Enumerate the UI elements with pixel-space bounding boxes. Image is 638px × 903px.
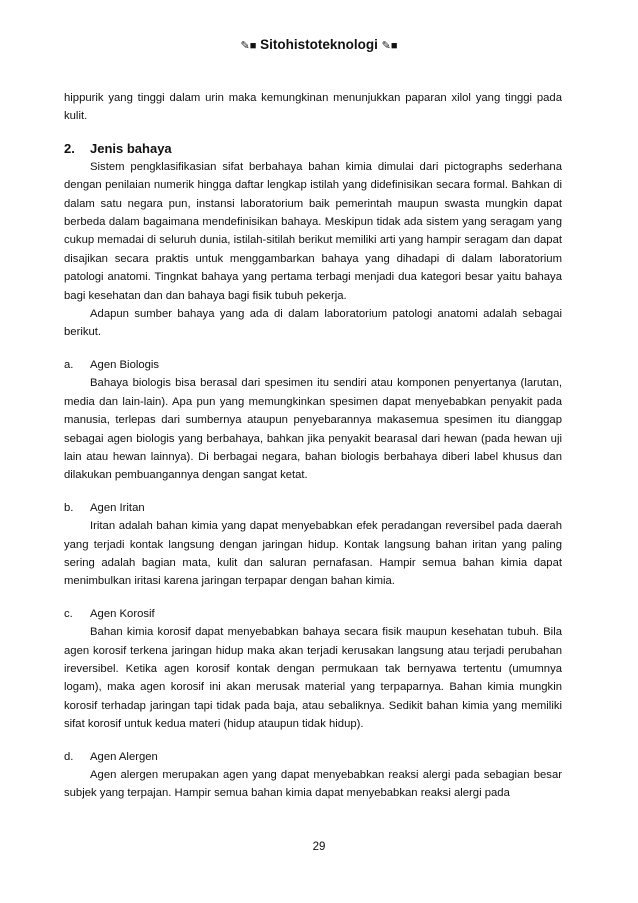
intro-paragraph: hippurik yang tinggi dalam urin maka kemungkinan menunjukkan paparan xilol yang tinggi pada kulit.: [64, 92, 562, 123]
item-title: Agen Korosif: [90, 607, 155, 620]
item-paragraph: Iritan adalah bahan kimia yang dapat menyebabkan efek peradangan reversibel pada daerah yang terjadi kontak langsung dengan jaringan hidup. Kontak langsung bahan iritan yang paling sering adalah bagian mata, kulit dan saluran pernafasan. Hampir semua bahan kimia dapat menimbulkan iritasi karena jaringan terpapar dengan bahan kimia.: [64, 520, 562, 588]
section-heading: [64, 140, 562, 158]
header-title: Sitohistoteknologi: [260, 37, 378, 52]
page-body: [64, 89, 562, 803]
section-number: 2.: [64, 140, 75, 156]
item-letter: c.: [64, 607, 73, 620]
running-header: [0, 37, 638, 52]
item-title: Agen Alergen: [90, 750, 158, 763]
item-heading: [64, 356, 562, 374]
item-paragraph: Agen alergen merupakan agen yang dapat menyebabkan reaksi alergi pada sebagian besar subjek yang terpajan. Hampir semua bahan kimia dapat menyebabkan reaksi alergi pada: [64, 769, 562, 800]
item-paragraph: Bahan kimia korosif dapat menyebabkan bahaya secara fisik maupun kesehatan tubuh. Bila agen korosif terkena jaringan hidup maka akan terjadi kerusakan langsung atau terjadi perubahan ireversibel. Ketika agen korosif kontak dengan permukaan tak bernyawa tertentu (umumnya logam), maka agen korosif ini akan merusak material yang terpaparnya. Bahan kimia mungkin korosif terhadap jaringan tapi tidak pada baja, atau sebaliknya. Sedikit bahan kimia yang memiliki sifat korosif untuk kedua materi (hidup ataupun tidak hidup).: [64, 626, 562, 731]
item-letter: d.: [64, 750, 74, 763]
pencil-square-icon: ✎■: [381, 40, 398, 52]
item-heading: [64, 748, 562, 766]
item-letter: a.: [64, 358, 74, 371]
item-title: Agen Biologis: [90, 358, 160, 371]
section-paragraph: Adapun sumber bahaya yang ada di dalam laboratorium patologi anatomi adalah sebagai berikut.: [64, 308, 562, 339]
pencil-square-icon: ✎■: [240, 40, 257, 52]
item-heading: [64, 499, 562, 517]
item-heading: [64, 605, 562, 623]
section-paragraph: Sistem pengklasifikasian sifat berbahaya bahan kimia dimulai dari pictographs sederhana dengan penilaian numerik hingga daftar lengkap istilah yang didefinisikan secara formal. Bahkan di dalam satu negara pun, instansi laboratorium baik pemerintah maupun swasta mungkin dapat berbeda dalam bagaimana mendefinisikan bahaya. Meskipun tidak ada sistem yang seragam yang cukup memadai di seluruh dunia, istilah-sitilah berikut memiliki arti yang hampir seragam dan dapat disajikan secara praktis untuk menggambarkan bahaya yang dihadapi di dalam laboratorium patologi anatomi. Tingnkat bahaya yang pertama terbagi menjadi dua kategori besar yaitu bahaya bagi kesehatan dan dan bahaya bagi fisik tubuh pekerja.: [64, 160, 562, 302]
item-title: Agen Iritan: [90, 501, 145, 514]
item-paragraph: Bahaya biologis bisa berasal dari spesimen itu sendiri atau komponen penyertanya (larutan, media dan lain-lain). Apa pun yang memungkinkan spesimen dapat menyebabkan penyakit pada manusia, terlepas dari sumbernya ataupun penyebarannya makasemua spesimen itu dianggap sebagai agen biologis yang berbahaya, bahkan jika penyakit bearasal dari hewan (pada hewan uji lain atau hewan lainnya). Di berbagai negara, bahan biologis berbahaya diberi label khusus dan dilakukan pembuangannya dengan sangat ketat.: [64, 377, 562, 482]
item-letter: b.: [64, 501, 74, 514]
section-title: Jenis bahaya: [90, 140, 172, 156]
page-number: 29: [312, 841, 326, 853]
